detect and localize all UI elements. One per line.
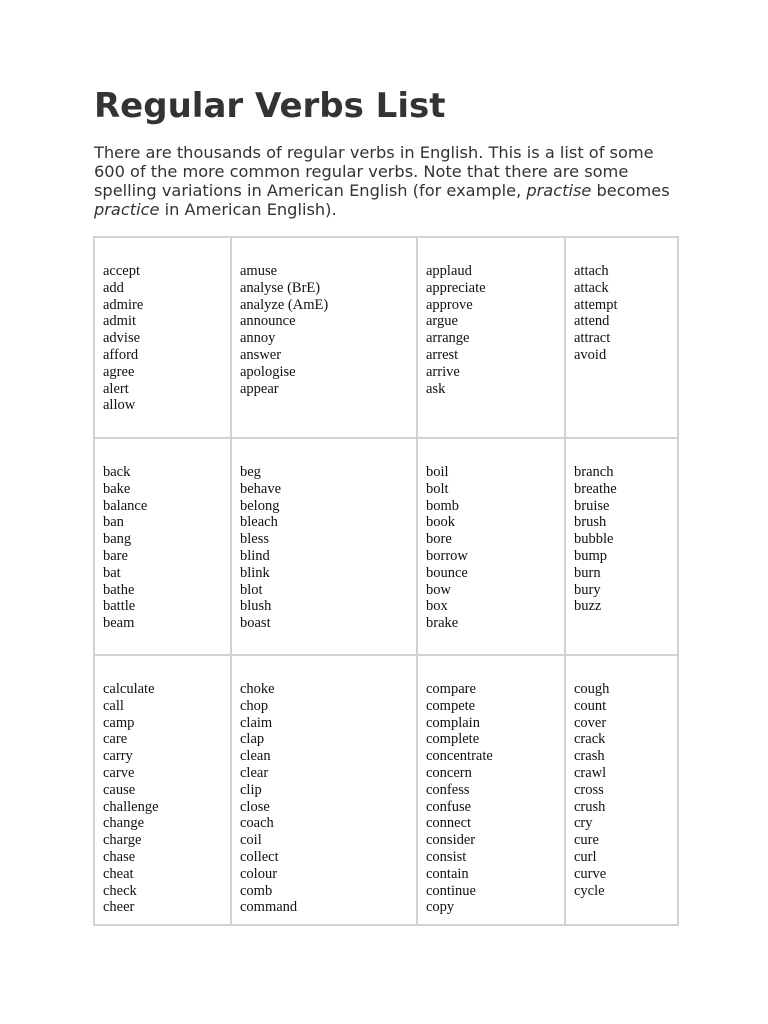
intro-paragraph: [94, 143, 684, 219]
verb-item: argue: [426, 313, 458, 330]
table-cell: [417, 655, 565, 925]
verb-item: calculate: [103, 681, 155, 697]
intro-word-practise: practise: [526, 181, 592, 200]
verb-item: copy: [426, 899, 455, 916]
verb-item: bless: [240, 531, 269, 548]
verb-item: close: [240, 798, 270, 815]
verb-item: bore: [426, 531, 452, 548]
verb-item: bleach: [240, 514, 278, 531]
verb-item: arrive: [426, 363, 460, 380]
verb-item: care: [103, 731, 128, 748]
verb-item: consider: [426, 832, 476, 849]
verb-item: alert: [103, 380, 129, 397]
verb-item: analyse (BrE): [240, 279, 321, 296]
table-cell: [565, 438, 678, 655]
verb-item: bake: [103, 480, 131, 497]
verb-item: advise: [103, 330, 141, 347]
verb-item: cycle: [574, 882, 605, 899]
verb-item: bury: [574, 581, 601, 598]
verb-item: change: [103, 815, 145, 832]
verb-item: cover: [574, 714, 607, 731]
verb-item: appear: [240, 380, 279, 397]
verb-item: bruise: [574, 497, 610, 514]
verb-item: blush: [240, 598, 272, 615]
verb-item: curve: [574, 865, 607, 882]
verb-item: connect: [426, 815, 472, 832]
intro-text-1: There are thousands of regular verbs in English. This is a list of some 600 of the more common regular verbs. Note that there are some spelling variations in American English (for example,: [94, 143, 654, 200]
intro-word-practice: practice: [94, 200, 160, 219]
verb-item: buzz: [574, 598, 602, 615]
verb-item: compare: [426, 681, 476, 697]
verb-item: crash: [574, 748, 605, 765]
verb-item: answer: [240, 346, 282, 363]
verb-item: charge: [103, 832, 142, 849]
verb-item: clear: [240, 764, 269, 781]
verb-item: command: [240, 899, 298, 916]
verb-item: beg: [240, 464, 261, 480]
table-row: [94, 438, 678, 655]
table-row: [94, 655, 678, 925]
verb-item: approve: [426, 296, 473, 313]
verb-item: clap: [240, 731, 265, 748]
verb-item: attack: [574, 279, 609, 296]
verb-item: coach: [240, 815, 274, 832]
verb-item: choke: [240, 681, 275, 697]
verb-item: contain: [426, 865, 469, 882]
table-cell: [231, 438, 417, 655]
verb-item: balance: [103, 497, 148, 514]
verb-item: brake: [426, 615, 459, 632]
verb-item: borrow: [426, 547, 468, 564]
verb-item: agree: [103, 363, 135, 380]
verb-item: carry: [103, 748, 133, 765]
page-title: Regular Verbs List: [94, 86, 446, 126]
table-cell: [565, 655, 678, 925]
verb-item: chase: [103, 848, 136, 865]
verb-item: admit: [103, 313, 137, 330]
verbs-table-body: [94, 237, 678, 925]
verb-item: bolt: [426, 480, 449, 497]
verb-item: belong: [240, 497, 280, 514]
verb-item: bomb: [426, 497, 460, 514]
verb-item: boast: [240, 615, 271, 632]
verb-item: cheat: [103, 865, 134, 882]
verb-item: cry: [574, 815, 593, 832]
verb-item: beam: [103, 615, 135, 632]
verb-item: add: [103, 279, 124, 296]
verb-item: afford: [103, 346, 139, 363]
verb-item: bump: [574, 547, 608, 564]
verb-item: complain: [426, 714, 480, 731]
table-cell: [94, 655, 231, 925]
verb-item: bow: [426, 581, 451, 598]
verb-item: boil: [426, 464, 449, 480]
verb-item: compete: [426, 697, 476, 714]
table-cell: [417, 237, 565, 438]
verb-item: coil: [240, 832, 262, 849]
verb-item: accept: [103, 263, 141, 279]
verb-item: cross: [574, 781, 604, 798]
verb-item: confess: [426, 781, 470, 798]
table-row: [94, 237, 678, 438]
verb-item: cure: [574, 832, 599, 849]
verb-item: claim: [240, 714, 273, 731]
verb-item: curl: [574, 848, 597, 865]
verb-item: blot: [240, 581, 263, 598]
table-cell: [231, 237, 417, 438]
verb-item: blink: [240, 564, 270, 581]
verb-item: annoy: [240, 330, 276, 347]
verb-item: challenge: [103, 798, 159, 815]
verb-item: crack: [574, 731, 606, 748]
verb-item: burn: [574, 564, 601, 581]
verb-item: carve: [103, 764, 135, 781]
verb-item: announce: [240, 313, 296, 330]
verb-item: collect: [240, 848, 279, 865]
verb-item: allow: [103, 397, 136, 414]
verb-item: attract: [574, 330, 611, 347]
verb-item: behave: [240, 480, 282, 497]
verb-item: box: [426, 598, 448, 615]
verb-item: breathe: [574, 480, 617, 497]
verb-item: camp: [103, 714, 135, 731]
verb-item: check: [103, 882, 137, 899]
verb-item: apologise: [240, 363, 296, 380]
table-cell: [94, 237, 231, 438]
verbs-table: [93, 236, 679, 926]
verb-item: cause: [103, 781, 136, 798]
verb-item: attend: [574, 313, 610, 330]
verb-item: count: [574, 697, 607, 714]
verb-item: call: [103, 697, 124, 714]
verb-item: attach: [574, 263, 609, 279]
verb-item: applaud: [426, 263, 472, 279]
verb-item: colour: [240, 865, 278, 882]
verb-item: confuse: [426, 798, 472, 815]
verb-item: bang: [103, 531, 132, 548]
verb-item: bubble: [574, 531, 614, 548]
verb-item: bat: [103, 564, 121, 581]
table-cell: [417, 438, 565, 655]
verb-item: clip: [240, 781, 262, 798]
verb-item: ask: [426, 380, 446, 397]
verb-item: crawl: [574, 764, 607, 781]
verb-item: book: [426, 514, 455, 531]
verb-item: cheer: [103, 899, 135, 916]
verb-item: continue: [426, 882, 476, 899]
verb-item: clean: [240, 748, 271, 765]
verb-item: battle: [103, 598, 136, 615]
table-cell: [231, 655, 417, 925]
table-cell: [565, 237, 678, 438]
verb-item: concern: [426, 764, 472, 781]
intro-text-2: becomes: [591, 181, 670, 200]
verb-item: brush: [574, 514, 607, 531]
verb-item: branch: [574, 464, 614, 480]
verb-item: ban: [103, 514, 124, 531]
verb-item: admire: [103, 296, 144, 313]
verb-item: consist: [426, 848, 467, 865]
table-cell: [94, 438, 231, 655]
verb-item: chop: [240, 697, 269, 714]
verb-item: analyze (AmE): [240, 296, 329, 313]
intro-text-3: in American English).: [159, 200, 337, 219]
verb-item: arrange: [426, 330, 470, 347]
verb-item: comb: [240, 882, 273, 899]
verb-item: bounce: [426, 564, 468, 581]
verb-item: concentrate: [426, 748, 493, 765]
verb-item: bare: [103, 547, 128, 564]
verb-item: amuse: [240, 263, 278, 279]
verb-item: blind: [240, 547, 270, 564]
verb-item: avoid: [574, 346, 607, 363]
verb-item: appreciate: [426, 279, 486, 296]
verb-item: bathe: [103, 581, 135, 598]
verb-item: complete: [426, 731, 480, 748]
verb-item: cough: [574, 681, 610, 697]
verb-item: crush: [574, 798, 606, 815]
verb-item: arrest: [426, 346, 459, 363]
verb-item: back: [103, 464, 131, 480]
verb-item: attempt: [574, 296, 618, 313]
